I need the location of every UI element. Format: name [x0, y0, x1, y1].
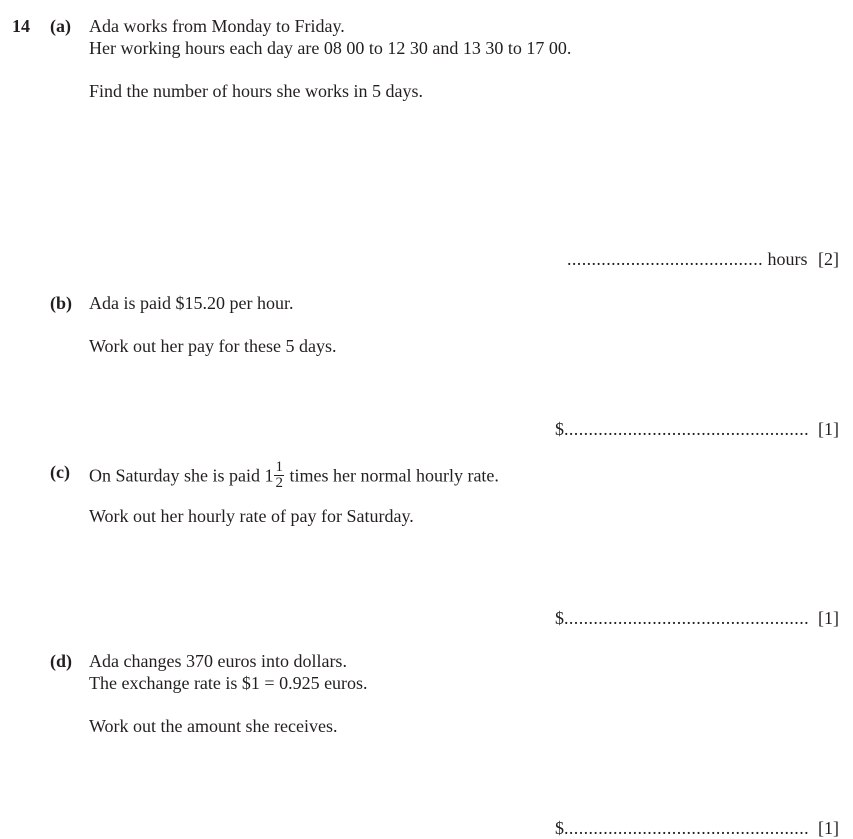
part-c-label: (c) — [50, 462, 70, 482]
answer-dots: ........................................ — [567, 249, 763, 269]
answer-unit: hours — [767, 249, 808, 269]
part-c-instruction: Work out her hourly rate of pay for Saturday. — [89, 506, 414, 526]
part-d-answer-line[interactable] — [555, 818, 809, 838]
part-c-marks: [1] — [818, 608, 839, 628]
part-d-line1: Ada changes 370 euros into dollars. — [89, 651, 347, 671]
part-a-answer-line[interactable] — [567, 249, 839, 269]
part-d-label: (d) — [50, 651, 72, 671]
answer-dots: .................................................. — [564, 818, 809, 838]
part-c-text-before: On Saturday she is paid 1 — [89, 465, 274, 486]
answer-dots: .................................................. — [564, 608, 809, 628]
part-b-line1: Ada is paid $15.20 per hour. — [89, 293, 294, 313]
part-b-marks: [1] — [818, 419, 839, 439]
part-a-line1: Ada works from Monday to Friday. — [89, 16, 345, 36]
dollar-sign: $ — [555, 608, 564, 628]
answer-dots: .................................................. — [564, 419, 809, 439]
part-d-line2: The exchange rate is $1 = 0.925 euros. — [89, 673, 368, 693]
dollar-sign: $ — [555, 818, 564, 838]
part-a-instruction: Find the number of hours she works in 5 days. — [89, 81, 423, 101]
part-b-label: (b) — [50, 293, 72, 313]
part-c-text-after: times her normal hourly rate. — [289, 465, 499, 486]
part-c-line1 — [89, 459, 499, 493]
part-d-marks: [1] — [818, 818, 839, 838]
fraction-denominator: 2 — [275, 475, 283, 491]
part-b-answer-line[interactable] — [555, 419, 809, 439]
fraction-numerator: 1 — [275, 459, 283, 475]
question-number: 14 — [12, 16, 30, 36]
part-d-instruction: Work out the amount she receives. — [89, 716, 338, 736]
mixed-fraction — [274, 460, 284, 491]
part-a-line2: Her working hours each day are 08 00 to 12 30 and 13 30 to 17 00. — [89, 38, 572, 58]
dollar-sign: $ — [555, 419, 564, 439]
marks: [2] — [818, 249, 839, 269]
part-c-answer-line[interactable] — [555, 608, 809, 628]
part-a-label: (a) — [50, 16, 71, 36]
part-b-instruction: Work out her pay for these 5 days. — [89, 336, 337, 356]
